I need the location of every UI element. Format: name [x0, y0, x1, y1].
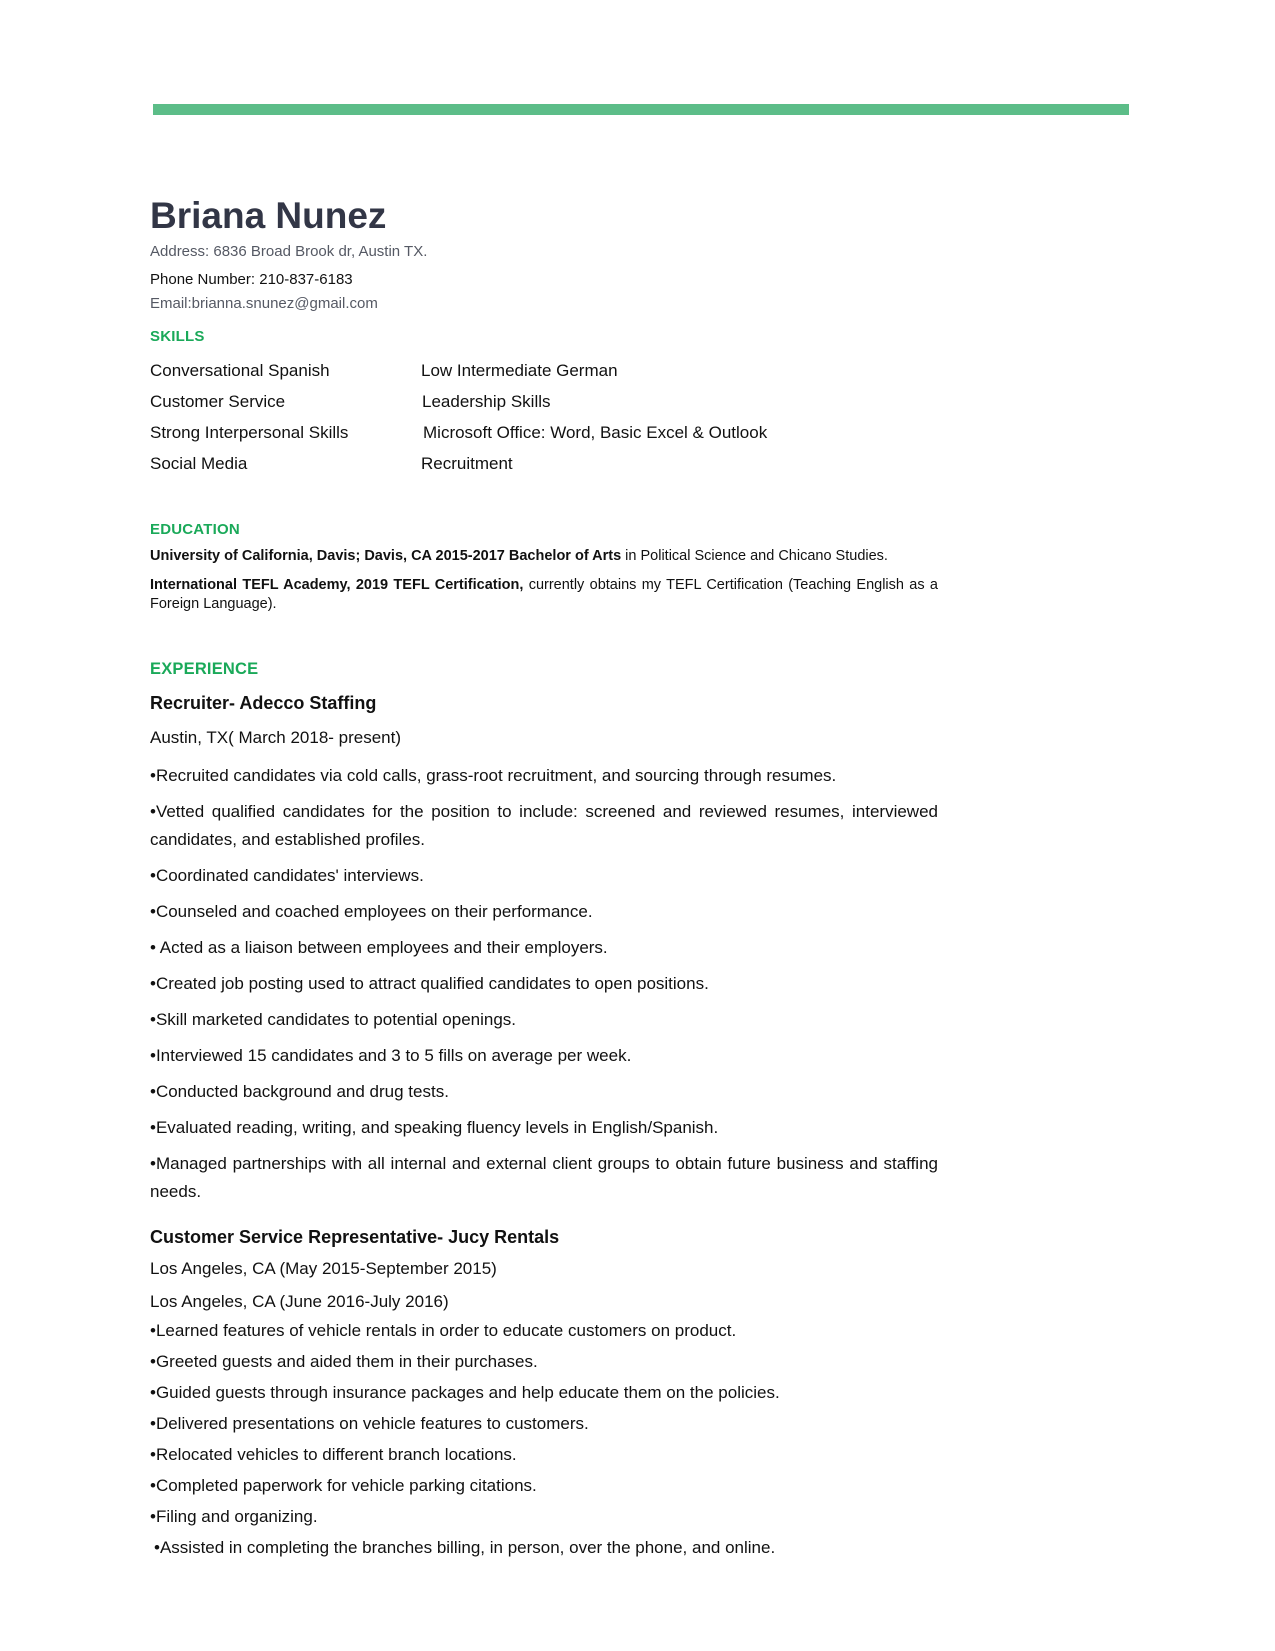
bullet-item: •Skill marketed candidates to potential openings. — [150, 1010, 517, 1029]
email-line: Email:brianna.snunez@gmail.com — [150, 295, 378, 312]
skill-item: Recruitment — [421, 453, 513, 473]
education-heading: EDUCATION — [150, 521, 240, 538]
education-degree: International TEFL Academy, 2019 TEFL Certification, — [150, 577, 524, 593]
accent-bar — [153, 104, 1129, 115]
candidate-name: Briana Nunez — [150, 195, 387, 236]
skills-row — [150, 448, 938, 479]
job-title: Customer Service Representative- Jucy Rentals — [150, 1227, 560, 1247]
education-degree: University of California, Davis; Davis, CA 2015-2017 Bachelor of Arts — [150, 548, 622, 564]
bullet-item: •Greeted guests and aided them in their purchases. — [150, 1352, 538, 1371]
bullet-item: •Evaluated reading, writing, and speaking fluency levels in English/Spanish. — [150, 1118, 719, 1137]
phone-line: Phone Number: 210-837-6183 — [150, 271, 353, 288]
skill-item: Conversational Spanish — [150, 360, 330, 380]
skill-item: Low Intermediate German — [421, 360, 618, 380]
bullet-item: •Coordinated candidates' interviews. — [150, 866, 424, 885]
education-entry — [150, 576, 938, 614]
skills-row — [150, 417, 938, 448]
education-detail: currently obtains my TEFL Certification (Teaching English as a Foreign Language). — [150, 577, 938, 612]
job-location: Los Angeles, CA (May 2015-September 2015) — [150, 1259, 497, 1278]
skills-row — [150, 386, 938, 417]
bullet-item: •Created job posting used to attract qualified candidates to open positions. — [150, 974, 709, 993]
bullet-item: •Counseled and coached employees on their performance. — [150, 902, 593, 921]
bullet-item: •Completed paperwork for vehicle parking citations. — [150, 1476, 537, 1495]
job-location: Los Angeles, CA (June 2016-July 2016) — [150, 1292, 449, 1311]
bullet-item: •Vetted qualified candidates for the position to include: screened and reviewed resumes, interviewed candidates, and established profiles. — [150, 802, 938, 849]
skill-item: Strong Interpersonal Skills — [150, 422, 349, 442]
education-entry — [150, 547, 938, 566]
resume-body — [150, 190, 938, 1568]
skills-grid — [150, 355, 938, 479]
job-bullets — [150, 1320, 938, 1559]
bullet-item: •Delivered presentations on vehicle features to customers. — [150, 1414, 589, 1433]
bullet-item: •Interviewed 15 candidates and 3 to 5 fills on average per week. — [150, 1046, 632, 1065]
skill-item: Leadership Skills — [422, 391, 551, 411]
skill-item: Microsoft Office: Word, Basic Excel & Outlook — [423, 422, 768, 442]
bullet-item: •Assisted in completing the branches billing, in person, over the phone, and online. — [154, 1538, 776, 1557]
bullet-item: •Managed partnerships with all internal and external client groups to obtain future business and staffing needs. — [150, 1154, 938, 1201]
bullet-item: •Relocated vehicles to different branch locations. — [150, 1445, 517, 1464]
education-detail: in Political Science and Chicano Studies. — [621, 548, 888, 564]
bullet-item: •Recruited candidates via cold calls, grass-root recruitment, and sourcing through resumes. — [150, 766, 837, 785]
skills-heading: SKILLS — [150, 328, 205, 345]
job-bullets — [150, 762, 938, 1206]
job-location: Austin, TX( March 2018- present) — [150, 728, 402, 747]
experience-heading: EXPERIENCE — [150, 660, 259, 678]
bullet-item: • Acted as a liaison between employees and their employers. — [150, 938, 608, 957]
skill-item: Social Media — [150, 453, 248, 473]
bullet-item: •Filing and organizing. — [150, 1507, 318, 1526]
bullet-item: •Conducted background and drug tests. — [150, 1082, 449, 1101]
skills-row — [150, 355, 938, 386]
bullet-item: •Learned features of vehicle rentals in order to educate customers on product. — [150, 1321, 737, 1340]
address-line: Address: 6836 Broad Brook dr, Austin TX. — [150, 243, 428, 260]
bullet-item: •Guided guests through insurance packages and help educate them on the policies. — [150, 1383, 780, 1402]
job-title: Recruiter- Adecco Staffing — [150, 693, 377, 713]
skill-item: Customer Service — [150, 391, 286, 411]
